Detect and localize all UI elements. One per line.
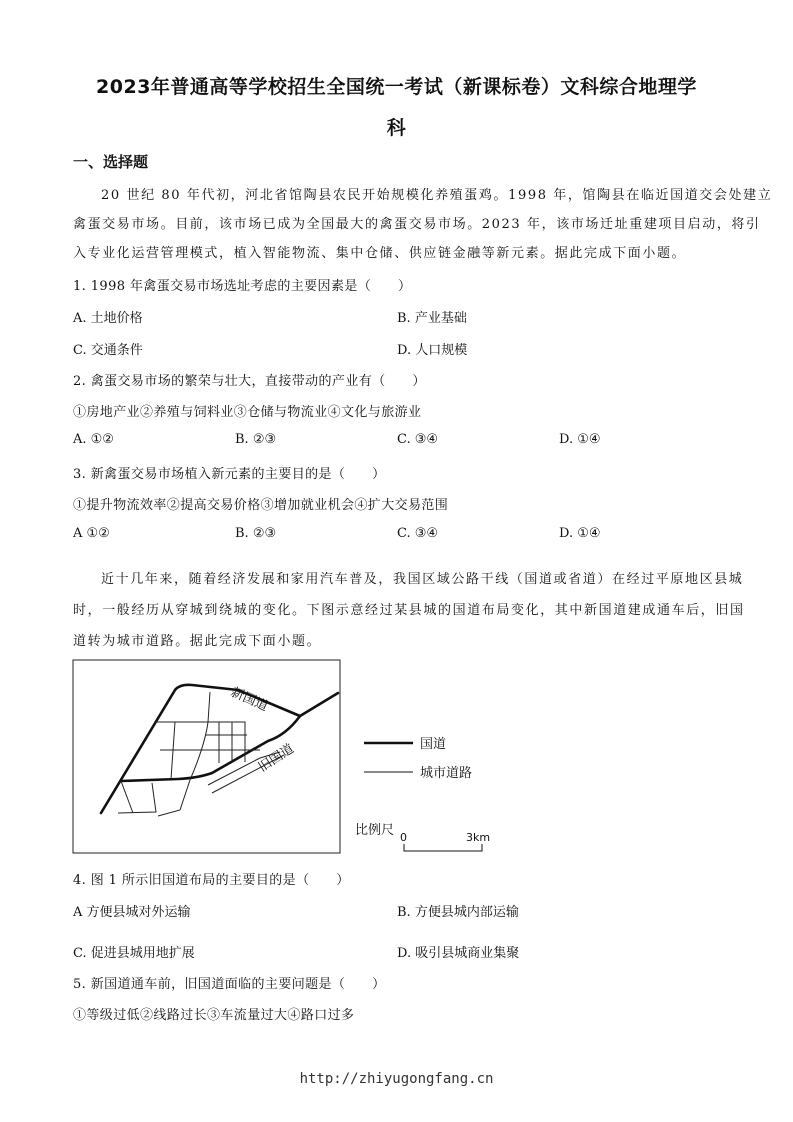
question-2-items: ①房地产业②养殖与饲料业③仓储与物流业④文化与旅游业 (73, 405, 422, 420)
new-national-road-line (101, 685, 300, 813)
question-2-stem: 2. 禽蛋交易市场的繁荣与壮大，直接带动的产业有（ ） (73, 374, 426, 389)
passage1-line-1: 20 世纪 80 年代初，河北省馆陶县农民开始规模化养殖蛋鸡。1998 年，馆陶县在临近国道交会处建立 (101, 188, 773, 203)
new-road-label: 新国道 (228, 684, 271, 715)
question-1-option-a[interactable]: A. 土地价格 (73, 311, 143, 326)
new-national-road-east-end (300, 693, 338, 716)
question-3-option-a[interactable]: A ①② (73, 526, 110, 541)
old-national-road-line (121, 716, 300, 781)
question-2-option-a[interactable]: A. ①② (73, 432, 114, 447)
section-heading: 一、选择题 (73, 153, 149, 171)
passage2-line-2: 时，一般经历从穿城到绕城的变化。下图示意经过某县城的国道布局变化，其中新国道建成通车后，旧国 (73, 603, 745, 618)
passage1-line-3: 入专业化运营管理模式，植入智能物流、集中仓储、供应链金融等新元素。据此完成下面小题。 (73, 246, 687, 261)
old-road-label: 旧国道 (256, 741, 297, 776)
question-4-option-a[interactable]: A 方便县城对外运输 (73, 905, 191, 920)
question-3-option-d[interactable]: D. ①④ (559, 526, 601, 541)
question-2-option-c[interactable]: C. ③④ (397, 432, 439, 447)
passage2-line-1: 近十几年来，随着经济发展和家用汽车普及，我国区域公路干线（国道或省道）在经过平原地区县城 (101, 572, 744, 587)
question-1-option-b[interactable]: B. 产业基础 (397, 311, 467, 326)
question-3-option-b[interactable]: B. ②③ (235, 526, 277, 541)
page-title-continued: 科 (386, 117, 407, 139)
question-2-option-b[interactable]: B. ②③ (235, 432, 277, 447)
legend-city-road-label: 城市道路 (420, 766, 473, 781)
county-road-map (0, 650, 793, 865)
question-1-option-c[interactable]: C. 交通条件 (73, 343, 143, 358)
question-4-option-d[interactable]: D. 吸引县城商业集聚 (397, 946, 520, 961)
question-3-stem: 3. 新禽蛋交易市场植入新元素的主要目的是（ ） (73, 467, 386, 482)
question-2-option-d[interactable]: D. ①④ (559, 432, 601, 447)
passage1-line-2: 禽蛋交易市场。目前，该市场已成为全国最大的禽蛋交易市场。2023 年，该市场迁址重建项目启动，将引 (73, 217, 761, 232)
question-4-stem: 4. 图 1 所示旧国道布局的主要目的是（ ） (73, 873, 350, 888)
question-1-stem: 1. 1998 年禽蛋交易市场选址考虑的主要因素是（ ） (73, 279, 412, 294)
question-3-option-c[interactable]: C. ③④ (397, 526, 439, 541)
scale-end: 3km (466, 831, 491, 844)
question-1-option-d[interactable]: D. 人口规模 (397, 343, 468, 358)
scale-start: 0 (400, 831, 407, 844)
scale-label: 比例尺 (355, 823, 395, 838)
question-5-stem: 5. 新国道通车前，旧国道面临的主要问题是（ ） (73, 977, 386, 992)
question-3-items: ①提升物流效率②提高交易价格③增加就业机会④扩大交易范围 (73, 498, 449, 513)
legend-national-road-label: 国道 (420, 737, 447, 752)
question-5-items: ①等级过低②线路过长③车流量过大④路口过多 (73, 1008, 355, 1023)
question-4-option-c[interactable]: C. 促进县城用地扩展 (73, 946, 195, 961)
scale-bar (404, 844, 482, 851)
footer-url[interactable]: http://zhiyugongfang.cn (299, 1071, 494, 1087)
question-4-option-b[interactable]: B. 方便县城内部运输 (397, 905, 519, 920)
page-title: 2023年普通高等学校招生全国统一考试（新课标卷）文科综合地理学 (96, 76, 697, 98)
map-frame (73, 660, 340, 853)
passage2-line-3: 道转为城市道路。据此完成下面小题。 (73, 634, 322, 649)
